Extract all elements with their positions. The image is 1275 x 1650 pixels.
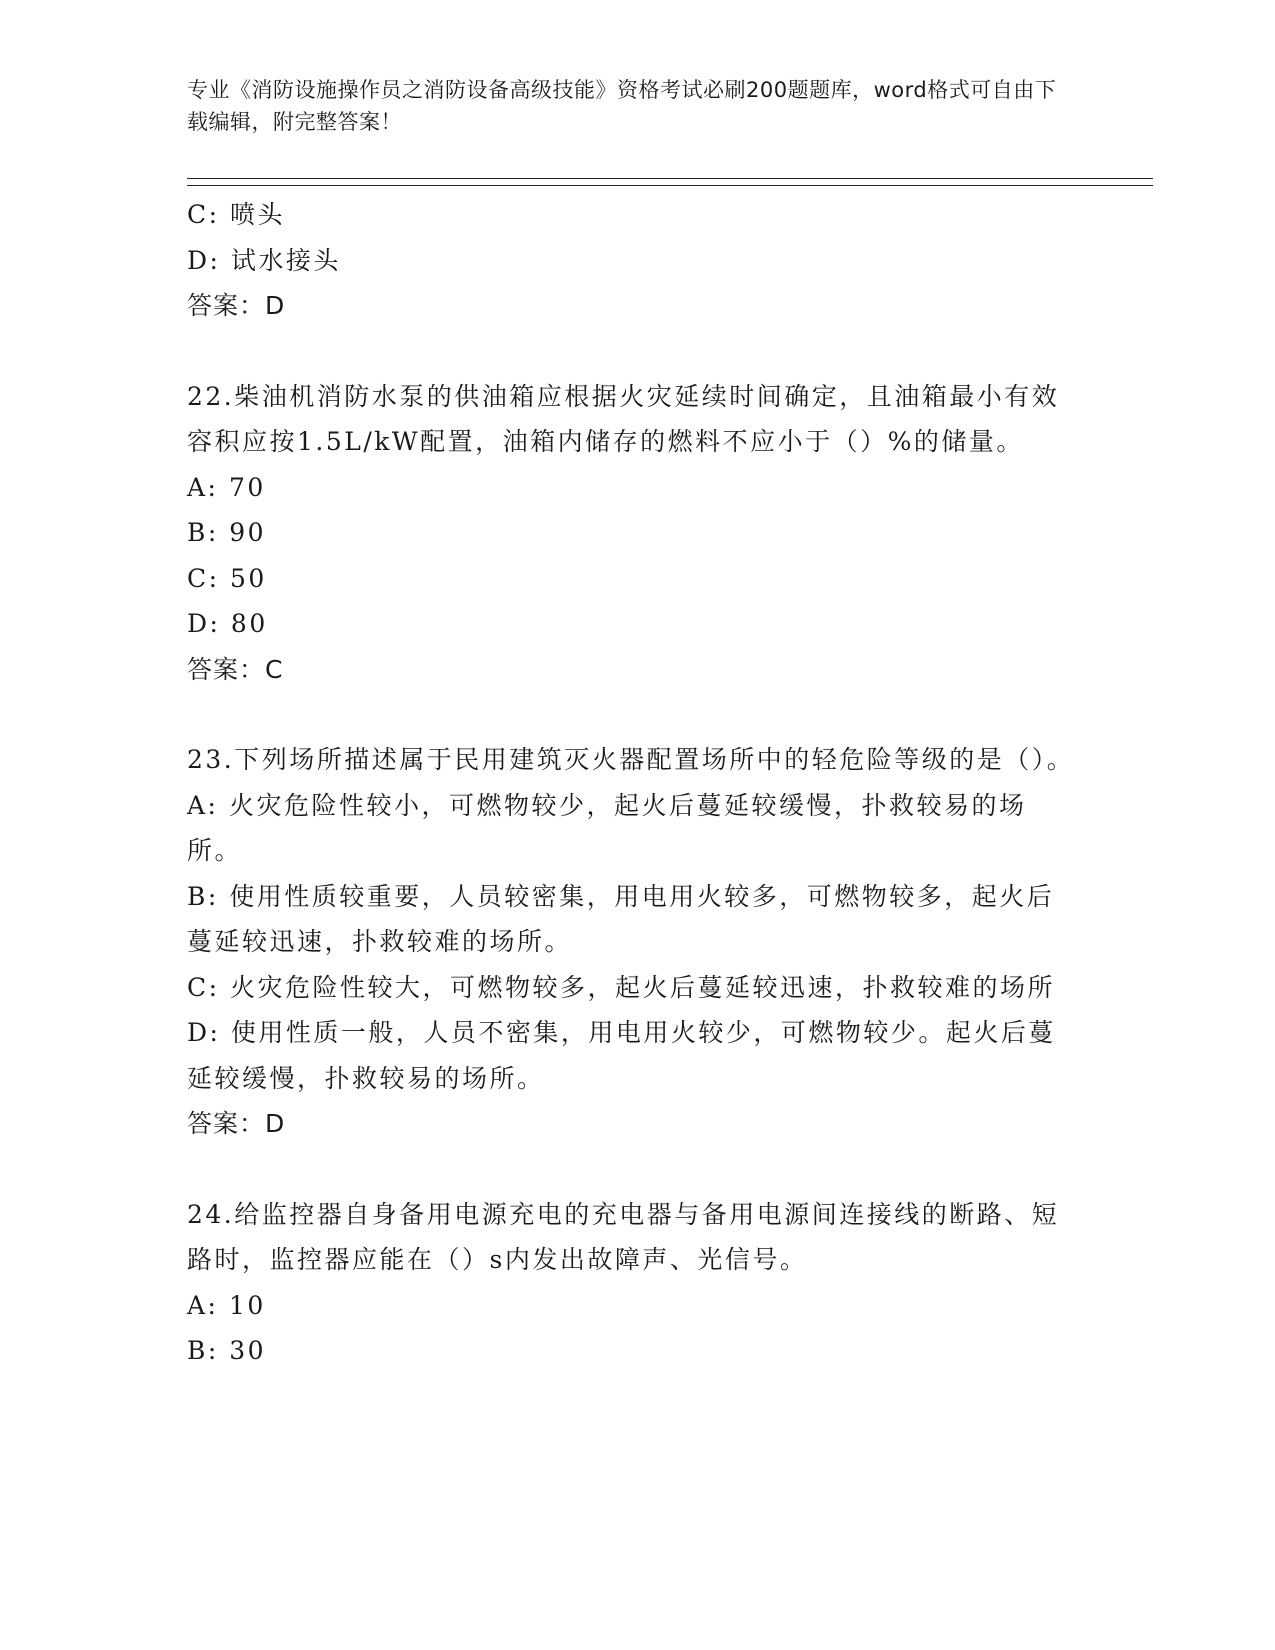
option-text: 80 [230, 609, 268, 638]
option-c [187, 556, 1077, 602]
option-text: 50 [230, 563, 267, 593]
option-text: 火灾危险性较小，可燃物较少，起火后蔓延较缓慢，扑救较易的场所。 [187, 790, 1027, 865]
option-text: 试水接头 [230, 245, 341, 275]
option-letter: A: [187, 790, 219, 820]
header-rule [187, 178, 1153, 186]
option-a [187, 783, 1077, 874]
option-a [187, 1283, 1077, 1329]
option-text: 30 [229, 1336, 267, 1365]
question-text: 23.下列场所描述属于民用建筑灭火器配置场所中的轻危险等级的是（）。 [187, 745, 1075, 774]
option-d [187, 601, 1077, 647]
prev-question-tail [187, 192, 1077, 329]
question-22 [187, 374, 1077, 693]
question-24 [187, 1192, 1077, 1374]
option-letter: D: [187, 1018, 221, 1047]
option-text: 使用性质一般，人员不密集，用电用火较少，可燃物较少。起火后蔓延较缓慢，扑救较易的场所。 [187, 1018, 1056, 1093]
answer-line: 答案：D [187, 291, 286, 320]
option-letter: D: [187, 609, 221, 638]
option-text: 90 [229, 518, 267, 547]
option-text: 火灾危险性较大，可燃物较多，起火后蔓延较迅速，扑救较难的场所 [230, 972, 1056, 1002]
question-23 [187, 737, 1077, 1147]
option-c [187, 192, 1077, 238]
answer-line: 答案：C [187, 654, 284, 684]
option-letter: A: [187, 472, 219, 502]
option-b [187, 874, 1077, 965]
option-d [187, 1010, 1077, 1101]
answer-line: 答案：D [187, 1109, 286, 1138]
option-a [187, 465, 1077, 511]
question-list [187, 192, 1077, 1374]
option-letter: B: [187, 1336, 219, 1365]
option-b [187, 1328, 1077, 1374]
option-c [187, 965, 1077, 1011]
page-header [187, 74, 1067, 138]
question-text: 22.柴油机消防水泵的供油箱应根据火灾延续时间确定，且油箱最小有效容积应按1.5L/kW配置，油箱内储存的燃料不应小于（）%的储量。 [187, 381, 1060, 456]
option-letter: B: [187, 518, 219, 547]
option-b [187, 510, 1077, 556]
option-letter: C: [187, 972, 220, 1002]
document-title: 专业《消防设施操作员之消防设备高级技能》资格考试必刷200题题库，word格式可自由下载编辑，附完整答案！ [187, 78, 1057, 134]
option-text: 10 [228, 1290, 266, 1320]
option-letter: D: [187, 245, 221, 275]
option-text: 喷头 [230, 200, 286, 229]
option-letter: B: [187, 881, 219, 911]
option-d [187, 238, 1077, 284]
option-text: 使用性质较重要，人员较密集，用电用火较多，可燃物较多，起火后蔓延较迅速，扑救较难的场所。 [187, 881, 1055, 956]
option-text: 70 [228, 472, 266, 502]
question-text: 24.给监控器自身备用电源充电的充电器与备用电源间连接线的断路、短路时，监控器应能在（）s内发出故障声、光信号。 [187, 1199, 1060, 1274]
option-letter: C: [187, 563, 220, 593]
option-letter: C: [187, 200, 220, 229]
option-letter: A: [187, 1290, 219, 1320]
